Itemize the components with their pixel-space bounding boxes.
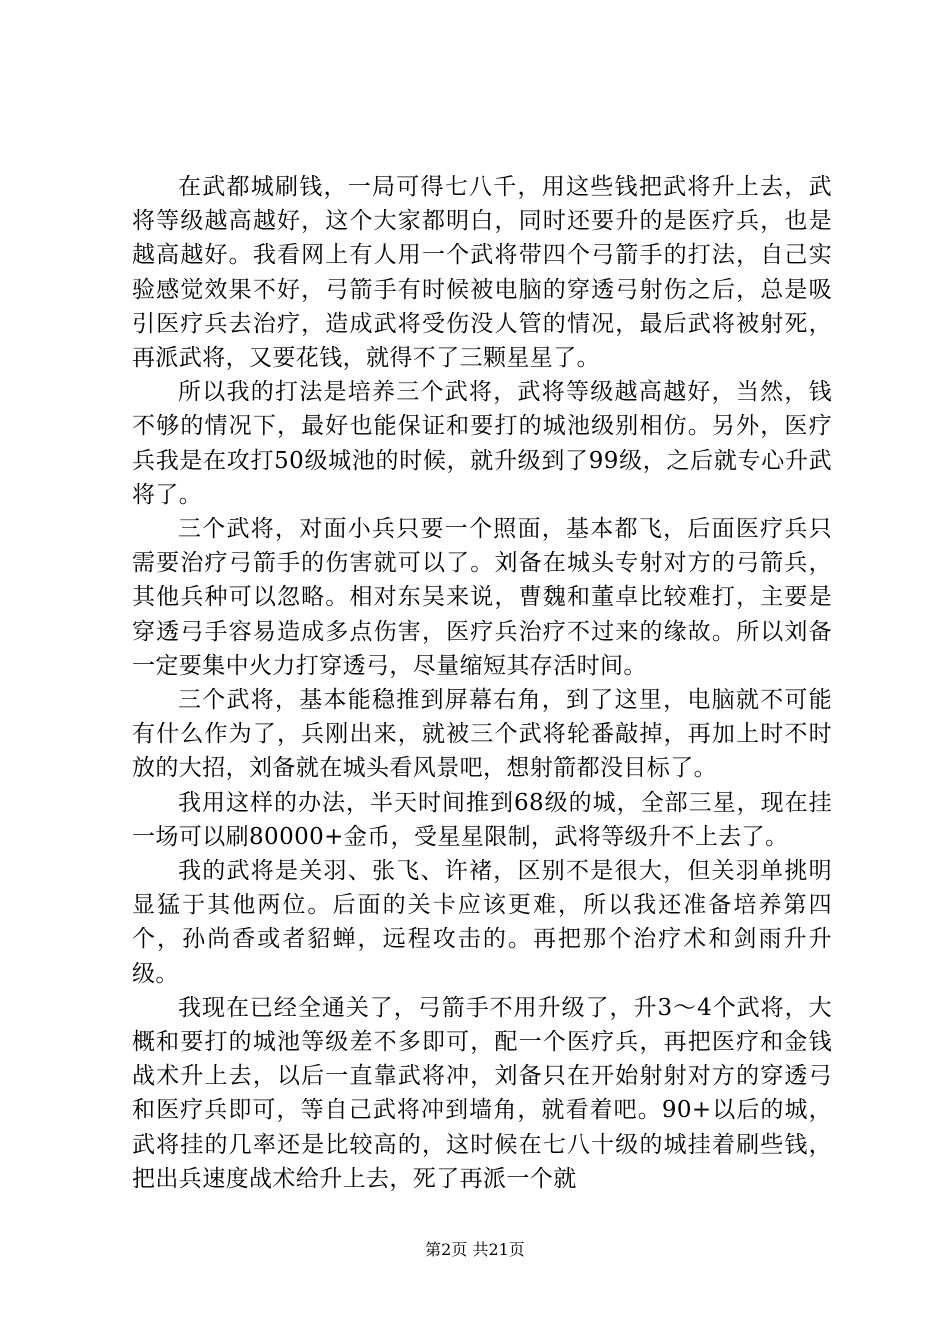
paragraph-2: 所以我的打法是培养三个武将，武将等级越高越好，当然，钱不够的情况下，最好也能保证和要打的城池级别相仿。另外，医疗兵我是在攻打50级城池的时候，就升级到了99级，之后就专心升武将了。	[132, 379, 832, 508]
paragraph-1: 在武都城刷钱，一局可得七八千，用这些钱把武将升上去，武将等级越高越好，这个大家都明白，同时还要升的是医疗兵，也是越高越好。我看网上有人用一个武将带四个弓箭手的打法，自己实验感觉效果不好，弓箭手有时候被电脑的穿透弓射伤之后，总是吸引医疗兵去治疗，造成武将受伤没人管的情况，最后武将被射死，再派武将，又要花钱，就得不了三颗星星了。	[132, 174, 832, 372]
body-text	[132, 170, 832, 1196]
paragraph-7: 我现在已经全通关了，弓箭手不用升级了，升3～4个武将，大概和要打的城池等级差不多即可，配一个医疗兵，再把医疗和金钱战术升上去，以后一直靠武将冲，刘备只在开始射射对方的穿透弓和医疗兵即可，等自己武将冲到墙角，就看着吧。90+以后的城，武将挂的几率还是比较高的，这时候在七八十级的城挂着刷些钱，把出兵速度战术给升上去，死了再派一个就	[132, 994, 832, 1192]
page-footer: 第2页 共21页	[425, 1240, 525, 1259]
paragraph-4: 三个武将，基本能稳推到屏幕右角，到了这里，电脑就不可能有什么作为了，兵刚出来，就被三个武将轮番敲掉，再加上时不时放的大招，刘备就在城头看风景吧，想射箭都没目标了。	[132, 687, 832, 782]
paragraph-5: 我用这样的办法，半天时间推到68级的城，全部三星，现在挂一场可以刷80000+金币，受星星限制，武将等级升不上去了。	[132, 789, 832, 850]
paragraph-3: 三个武将，对面小兵只要一个照面，基本都飞，后面医疗兵只需要治疗弓箭手的伤害就可以了。刘备在城头专射对方的弓箭兵，其他兵种可以忽略。相对东吴来说，曹魏和董卓比较难打，主要是穿透弓手容易造成多点伤害，医疗兵治疗不过来的缘故。所以刘备一定要集中火力打穿透弓，尽量缩短其存活时间。	[132, 516, 832, 679]
paragraph-6: 我的武将是关羽、张飞、许褚，区别不是很大，但关羽单挑明显猛于其他两位。后面的关卡应该更难，所以我还准备培养第四个，孙尚香或者貂蝉，远程攻击的。再把那个治疗术和剑雨升升级。	[132, 858, 832, 987]
